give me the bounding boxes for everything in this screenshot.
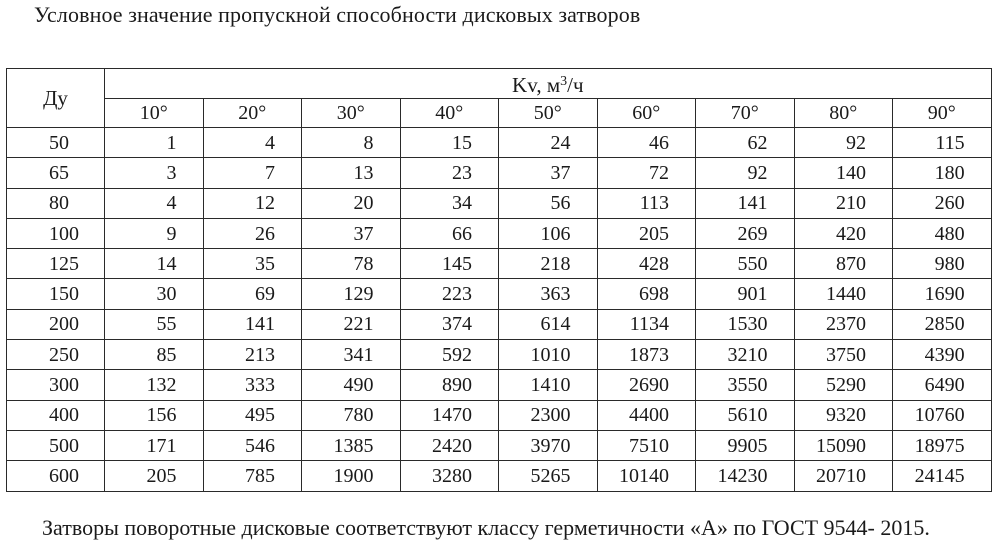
angle-header: 40° bbox=[400, 99, 499, 128]
table-row bbox=[7, 279, 992, 309]
angle-header: 90° bbox=[893, 99, 992, 128]
angle-header: 80° bbox=[794, 99, 893, 128]
kv-value-cell: 140 bbox=[794, 158, 893, 188]
kv-value-cell: 46 bbox=[597, 128, 696, 158]
table-row bbox=[7, 340, 992, 370]
du-cell: 500 bbox=[7, 430, 105, 460]
kv-value-cell: 260 bbox=[893, 188, 992, 218]
angle-header: 50° bbox=[499, 99, 598, 128]
kv-value-cell: 480 bbox=[893, 218, 992, 248]
kv-header-prefix: Kv, м bbox=[512, 73, 561, 97]
table-row bbox=[7, 430, 992, 460]
kv-value-cell: 106 bbox=[499, 218, 598, 248]
kv-value-cell: 1385 bbox=[302, 430, 401, 460]
angle-header-row bbox=[7, 99, 992, 128]
kv-value-cell: 3750 bbox=[794, 340, 893, 370]
kv-header-suffix: /ч bbox=[567, 73, 584, 97]
kv-value-cell: 218 bbox=[499, 249, 598, 279]
kv-value-cell: 5610 bbox=[696, 400, 795, 430]
du-cell: 150 bbox=[7, 279, 105, 309]
kv-value-cell: 145 bbox=[400, 249, 499, 279]
angle-header: 60° bbox=[597, 99, 696, 128]
kv-column-header bbox=[105, 69, 992, 99]
kv-value-cell: 8 bbox=[302, 128, 401, 158]
kv-value-cell: 92 bbox=[696, 158, 795, 188]
kv-value-cell: 156 bbox=[105, 400, 204, 430]
kv-value-cell: 205 bbox=[105, 461, 204, 491]
du-cell: 65 bbox=[7, 158, 105, 188]
kv-value-cell: 980 bbox=[893, 249, 992, 279]
kv-value-cell: 213 bbox=[203, 340, 302, 370]
kv-table bbox=[6, 68, 992, 492]
kv-value-cell: 141 bbox=[203, 309, 302, 339]
kv-value-cell: 333 bbox=[203, 370, 302, 400]
kv-value-cell: 15090 bbox=[794, 430, 893, 460]
kv-value-cell: 428 bbox=[597, 249, 696, 279]
kv-value-cell: 341 bbox=[302, 340, 401, 370]
kv-value-cell: 14230 bbox=[696, 461, 795, 491]
page-title: Условное значение пропускной способности дисковых затворов bbox=[34, 2, 641, 27]
kv-value-cell: 3280 bbox=[400, 461, 499, 491]
kv-value-cell: 546 bbox=[203, 430, 302, 460]
kv-value-cell: 269 bbox=[696, 218, 795, 248]
kv-value-cell: 132 bbox=[105, 370, 204, 400]
du-cell: 125 bbox=[7, 249, 105, 279]
kv-value-cell: 20 bbox=[302, 188, 401, 218]
kv-value-cell: 1134 bbox=[597, 309, 696, 339]
table-row bbox=[7, 370, 992, 400]
table-row bbox=[7, 218, 992, 248]
kv-value-cell: 9 bbox=[105, 218, 204, 248]
kv-value-cell: 2300 bbox=[499, 400, 598, 430]
kv-value-cell: 115 bbox=[893, 128, 992, 158]
kv-value-cell: 5265 bbox=[499, 461, 598, 491]
kv-value-cell: 4400 bbox=[597, 400, 696, 430]
table-row bbox=[7, 188, 992, 218]
kv-value-cell: 2370 bbox=[794, 309, 893, 339]
kv-value-cell: 698 bbox=[597, 279, 696, 309]
angle-header: 10° bbox=[105, 99, 204, 128]
footer-note: Затворы поворотные дисковые соответствуют классу герметичности «А» по ГОСТ 9544- 2015. bbox=[42, 515, 930, 540]
table-row bbox=[7, 249, 992, 279]
kv-value-cell: 12 bbox=[203, 188, 302, 218]
kv-value-cell: 870 bbox=[794, 249, 893, 279]
kv-value-cell: 72 bbox=[597, 158, 696, 188]
du-cell: 80 bbox=[7, 188, 105, 218]
du-cell: 400 bbox=[7, 400, 105, 430]
kv-value-cell: 550 bbox=[696, 249, 795, 279]
kv-value-cell: 420 bbox=[794, 218, 893, 248]
kv-value-cell: 34 bbox=[400, 188, 499, 218]
kv-value-cell: 1470 bbox=[400, 400, 499, 430]
kv-value-cell: 890 bbox=[400, 370, 499, 400]
table-row bbox=[7, 128, 992, 158]
kv-value-cell: 785 bbox=[203, 461, 302, 491]
kv-value-cell: 62 bbox=[696, 128, 795, 158]
kv-value-cell: 7 bbox=[203, 158, 302, 188]
kv-value-cell: 221 bbox=[302, 309, 401, 339]
kv-value-cell: 7510 bbox=[597, 430, 696, 460]
kv-value-cell: 4 bbox=[105, 188, 204, 218]
kv-value-cell: 205 bbox=[597, 218, 696, 248]
du-column-header: Ду bbox=[7, 69, 105, 128]
kv-value-cell: 35 bbox=[203, 249, 302, 279]
kv-value-cell: 1 bbox=[105, 128, 204, 158]
kv-value-cell: 1690 bbox=[893, 279, 992, 309]
kv-value-cell: 37 bbox=[302, 218, 401, 248]
du-cell: 250 bbox=[7, 340, 105, 370]
kv-value-cell: 30 bbox=[105, 279, 204, 309]
angle-header: 20° bbox=[203, 99, 302, 128]
kv-value-cell: 490 bbox=[302, 370, 401, 400]
kv-value-cell: 1410 bbox=[499, 370, 598, 400]
kv-value-cell: 1873 bbox=[597, 340, 696, 370]
kv-value-cell: 2850 bbox=[893, 309, 992, 339]
kv-value-cell: 9905 bbox=[696, 430, 795, 460]
kv-value-cell: 55 bbox=[105, 309, 204, 339]
kv-value-cell: 113 bbox=[597, 188, 696, 218]
kv-value-cell: 66 bbox=[400, 218, 499, 248]
kv-value-cell: 3550 bbox=[696, 370, 795, 400]
table-row bbox=[7, 158, 992, 188]
kv-value-cell: 92 bbox=[794, 128, 893, 158]
kv-value-cell: 374 bbox=[400, 309, 499, 339]
du-cell: 600 bbox=[7, 461, 105, 491]
kv-value-cell: 1440 bbox=[794, 279, 893, 309]
table-row bbox=[7, 461, 992, 491]
table-row bbox=[7, 400, 992, 430]
kv-value-cell: 4 bbox=[203, 128, 302, 158]
kv-value-cell: 223 bbox=[400, 279, 499, 309]
kv-value-cell: 15 bbox=[400, 128, 499, 158]
kv-value-cell: 1010 bbox=[499, 340, 598, 370]
kv-value-cell: 180 bbox=[893, 158, 992, 188]
kv-value-cell: 69 bbox=[203, 279, 302, 309]
kv-value-cell: 3 bbox=[105, 158, 204, 188]
kv-value-cell: 4390 bbox=[893, 340, 992, 370]
kv-value-cell: 37 bbox=[499, 158, 598, 188]
kv-value-cell: 5290 bbox=[794, 370, 893, 400]
kv-value-cell: 9320 bbox=[794, 400, 893, 430]
kv-value-cell: 495 bbox=[203, 400, 302, 430]
kv-value-cell: 141 bbox=[696, 188, 795, 218]
kv-value-cell: 210 bbox=[794, 188, 893, 218]
kv-value-cell: 13 bbox=[302, 158, 401, 188]
table-header-row bbox=[7, 69, 992, 99]
du-cell: 300 bbox=[7, 370, 105, 400]
kv-value-cell: 14 bbox=[105, 249, 204, 279]
kv-value-cell: 23 bbox=[400, 158, 499, 188]
kv-value-cell: 2690 bbox=[597, 370, 696, 400]
kv-value-cell: 129 bbox=[302, 279, 401, 309]
kv-value-cell: 1530 bbox=[696, 309, 795, 339]
kv-value-cell: 2420 bbox=[400, 430, 499, 460]
du-cell: 50 bbox=[7, 128, 105, 158]
du-cell: 100 bbox=[7, 218, 105, 248]
kv-value-cell: 18975 bbox=[893, 430, 992, 460]
kv-value-cell: 3970 bbox=[499, 430, 598, 460]
kv-value-cell: 3210 bbox=[696, 340, 795, 370]
kv-value-cell: 10760 bbox=[893, 400, 992, 430]
kv-value-cell: 24145 bbox=[893, 461, 992, 491]
angle-header: 30° bbox=[302, 99, 401, 128]
kv-value-cell: 780 bbox=[302, 400, 401, 430]
table-body bbox=[7, 128, 992, 492]
kv-value-cell: 1900 bbox=[302, 461, 401, 491]
kv-value-cell: 24 bbox=[499, 128, 598, 158]
kv-value-cell: 20710 bbox=[794, 461, 893, 491]
kv-value-cell: 6490 bbox=[893, 370, 992, 400]
kv-value-cell: 592 bbox=[400, 340, 499, 370]
kv-value-cell: 614 bbox=[499, 309, 598, 339]
kv-value-cell: 56 bbox=[499, 188, 598, 218]
kv-value-cell: 85 bbox=[105, 340, 204, 370]
kv-value-cell: 901 bbox=[696, 279, 795, 309]
du-cell: 200 bbox=[7, 309, 105, 339]
kv-value-cell: 171 bbox=[105, 430, 204, 460]
kv-value-cell: 363 bbox=[499, 279, 598, 309]
angle-header: 70° bbox=[696, 99, 795, 128]
table-row bbox=[7, 309, 992, 339]
kv-value-cell: 78 bbox=[302, 249, 401, 279]
kv-header-superscript: 3 bbox=[560, 74, 568, 89]
kv-value-cell: 10140 bbox=[597, 461, 696, 491]
kv-value-cell: 26 bbox=[203, 218, 302, 248]
